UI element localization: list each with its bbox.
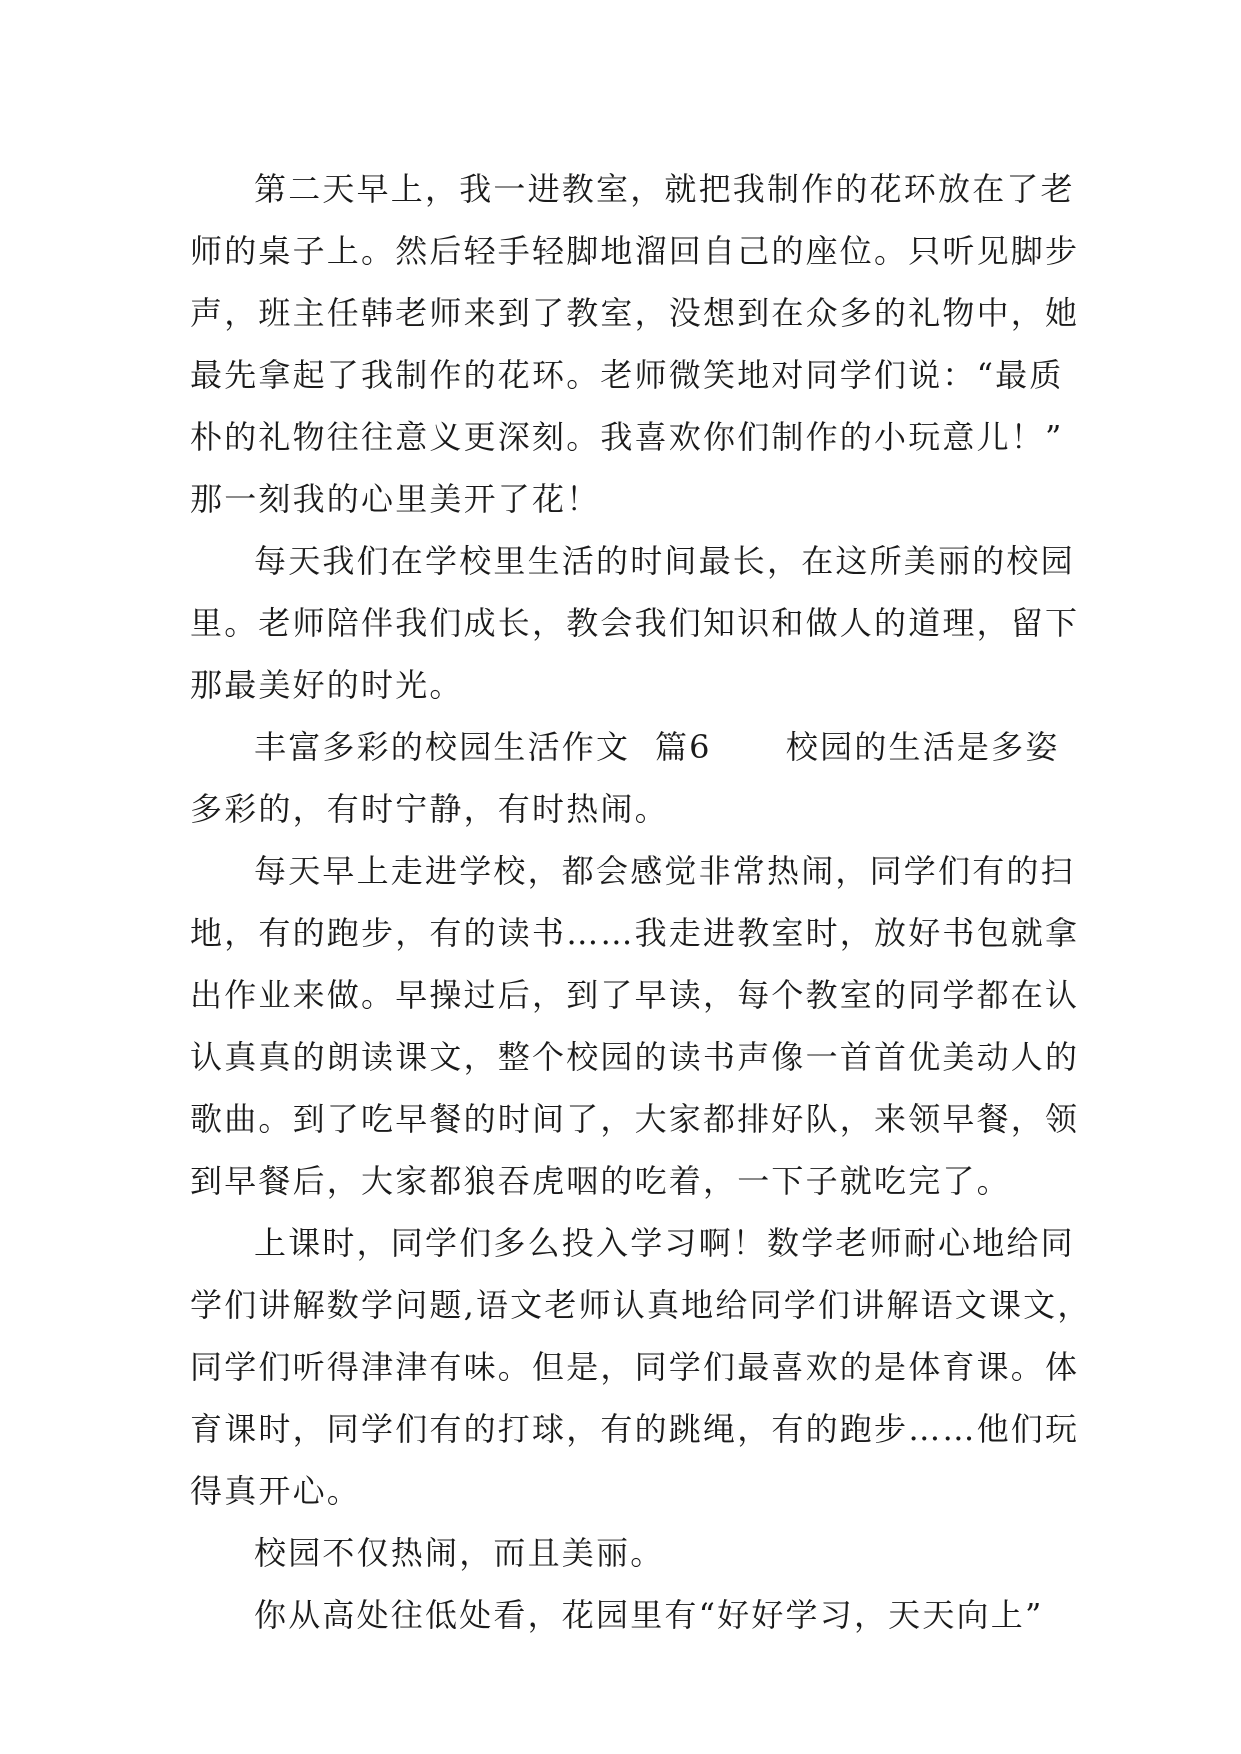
text-line: 校园不仅热闹，而且美丽。 bbox=[254, 1534, 665, 1572]
document-body bbox=[190, 158, 1092, 1646]
text-line: 最先拿起了我制作的花环。老师微笑地对同学们说：“最质 bbox=[190, 356, 1064, 394]
text-line: 那一刻我的心里美开了花！ bbox=[190, 480, 601, 518]
text-line: 认真真的朗读课文，整个校园的读书声像一首首优美动人的 bbox=[190, 1038, 1080, 1076]
section-heading-line: 丰富多彩的校园生活作文 篇6 校园的生活是多姿 bbox=[254, 728, 1060, 766]
text-line: 学们讲解数学问题,语文老师认真地给同学们讲解语文课文， bbox=[190, 1286, 1092, 1324]
text-line: 每天早上走进学校，都会感觉非常热闹，同学们有的扫 bbox=[254, 852, 1075, 890]
text-line: 到早餐后，大家都狼吞虎咽的吃着，一下子就吃完了。 bbox=[190, 1162, 1011, 1200]
text-line: 出作业来做。早操过后，到了早读，每个教室的同学都在认 bbox=[190, 976, 1080, 1014]
text-line: 声，班主任韩老师来到了教室，没想到在众多的礼物中，她 bbox=[190, 294, 1080, 332]
text-line: 师的桌子上。然后轻手轻脚地溜回自己的座位。只听见脚步 bbox=[190, 232, 1080, 270]
text-line: 多彩的，有时宁静，有时热闹。 bbox=[190, 790, 669, 828]
text-line: 上课时，同学们多么投入学习啊！数学老师耐心地给同 bbox=[254, 1224, 1075, 1262]
text-line: 朴的礼物往往意义更深刻。我喜欢你们制作的小玩意儿！” bbox=[190, 418, 1064, 456]
text-line: 那最美好的时光。 bbox=[190, 666, 464, 704]
text-line: 地，有的跑步，有的读书……我走进教室时，放好书包就拿 bbox=[190, 914, 1080, 952]
text-line: 育课时，同学们有的打球，有的跳绳，有的跑步……他们玩 bbox=[190, 1410, 1080, 1448]
text-line: 你从高处往低处看，花园里有“好好学习，天天向上” bbox=[254, 1596, 1044, 1634]
text-line: 歌曲。到了吃早餐的时间了，大家都排好队，来领早餐，领 bbox=[190, 1100, 1080, 1138]
text-line: 第二天早上，我一进教室，就把我制作的花环放在了老 bbox=[254, 170, 1075, 208]
text-line: 每天我们在学校里生活的时间最长，在这所美丽的校园 bbox=[254, 542, 1075, 580]
text-line: 里。老师陪伴我们成长，教会我们知识和做人的道理，留下 bbox=[190, 604, 1080, 642]
text-line: 同学们听得津津有味。但是，同学们最喜欢的是体育课。体 bbox=[190, 1348, 1080, 1386]
text-line: 得真开心。 bbox=[190, 1472, 362, 1510]
